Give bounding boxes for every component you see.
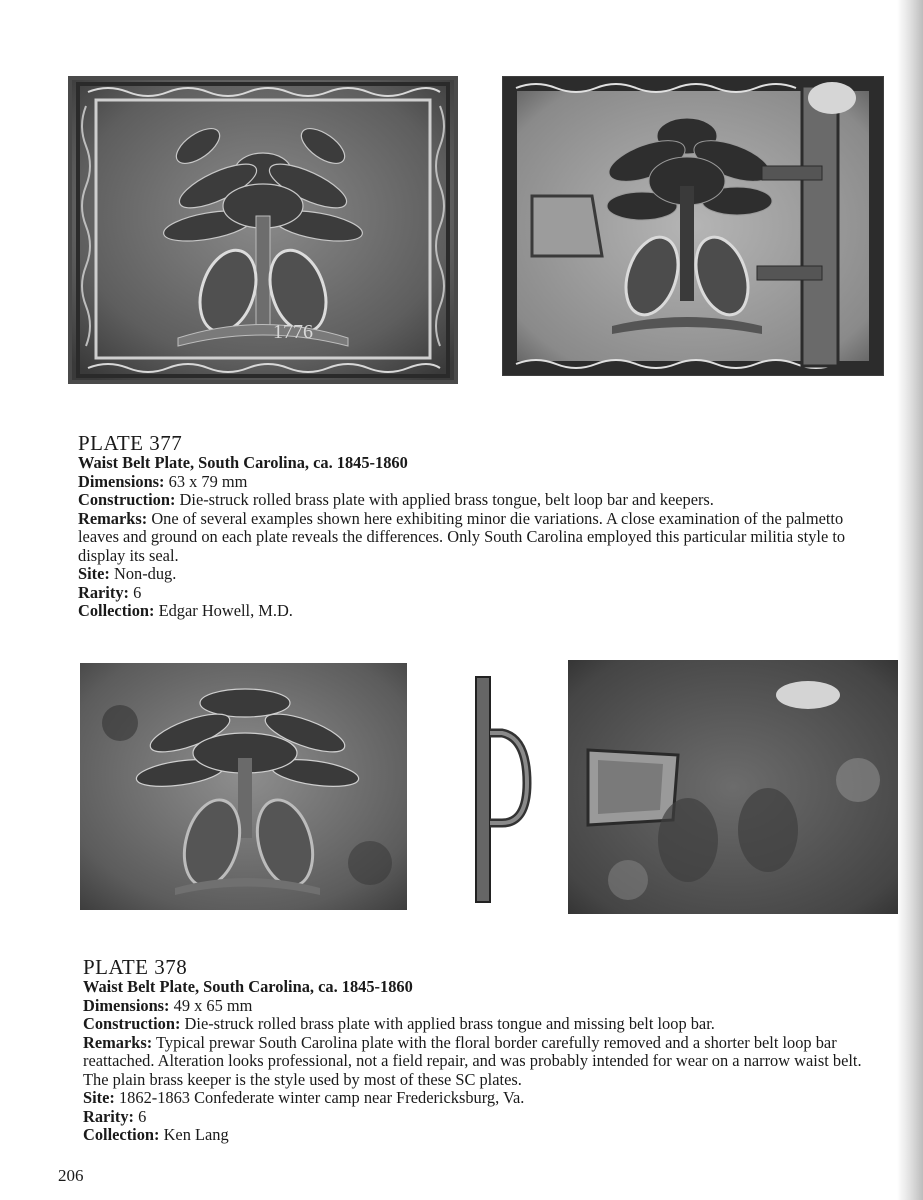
remarks-value: Typical prewar South Carolina plate with the floral border carefully removed and a shorter belt loop bar reattached. Alteration looks professional, not a field repair, and was probably intended for wear on a narrow waist belt. The plain brass keeper is the style used by most of these SC plates. — [83, 1032, 862, 1089]
construction-value: Die-struck rolled brass plate with applied brass tongue and missing belt loop bar. — [184, 1014, 715, 1033]
site-label: Site: — [78, 564, 110, 583]
site-value: Non-dug. — [113, 564, 177, 583]
dimensions-label: Dimensions: — [78, 471, 165, 491]
plate-378-subtitle: Waist Belt Plate, South Carolina, ca. 1845-1860 — [83, 977, 413, 996]
plate-378-caption — [83, 956, 883, 1145]
plate-378-back-photo — [568, 660, 898, 914]
plate-377-title: PLATE 377 — [78, 431, 183, 455]
plate-378-side-profile-photo — [472, 673, 532, 906]
construction-label: Construction: — [78, 490, 176, 509]
rarity-value: 6 — [133, 582, 142, 602]
plate-377-dimensions — [78, 473, 878, 492]
rarity-label: Rarity: — [83, 1106, 134, 1126]
site-value: 1862-1863 Confederate winter camp near Fredericksburg, Va. — [118, 1088, 525, 1107]
plate-377-collection — [78, 602, 878, 621]
dimensions-value: 63 x 79 mm — [168, 471, 248, 491]
plate-377-rarity — [78, 584, 878, 603]
dimensions-label: Dimensions: — [83, 995, 170, 1015]
page-edge-shadow — [897, 0, 923, 1200]
plate-378-site — [83, 1089, 883, 1108]
plate-378-rarity — [83, 1108, 883, 1127]
plate-378-title: PLATE 378 — [83, 955, 188, 979]
collection-value: Ken Lang — [163, 1125, 229, 1144]
plate-378-front-photo — [80, 663, 407, 910]
rarity-value: 6 — [138, 1106, 147, 1126]
remarks-label: Remarks: — [78, 508, 148, 528]
plate-378-remarks — [83, 1034, 883, 1090]
remarks-value: One of several examples shown here exhibiting minor die variations. A close examination of the palmetto leaves and ground on each plate reveals the differences. Only South Carolina employed this particular militia style to display its seal. — [78, 508, 846, 565]
plate-377-caption — [78, 432, 878, 621]
collection-label: Collection: — [83, 1125, 160, 1144]
collection-value: Edgar Howell, M.D. — [158, 601, 293, 620]
dimensions-value: 49 x 65 mm — [173, 995, 253, 1015]
plate-377-back-photo — [502, 76, 884, 376]
plate-377-site — [78, 565, 878, 584]
plate-377-remarks — [78, 510, 878, 566]
site-label: Site: — [83, 1088, 115, 1107]
plate-377-front-photo — [68, 76, 458, 384]
plate-377-subtitle: Waist Belt Plate, South Carolina, ca. 1845-1860 — [78, 453, 408, 472]
plate-377-construction — [78, 491, 878, 510]
construction-value: Die-struck rolled brass plate with applied brass tongue, belt loop bar and keepers. — [179, 490, 714, 509]
page-number: 206 — [58, 1166, 84, 1185]
rarity-label: Rarity: — [78, 582, 129, 602]
plate-378-dimensions — [83, 997, 883, 1016]
plate-378-construction — [83, 1015, 883, 1034]
remarks-label: Remarks: — [83, 1032, 153, 1052]
collection-label: Collection: — [78, 601, 155, 620]
construction-label: Construction: — [83, 1014, 181, 1033]
plate-378-collection — [83, 1126, 883, 1145]
seal-date: 1776 — [273, 321, 313, 343]
